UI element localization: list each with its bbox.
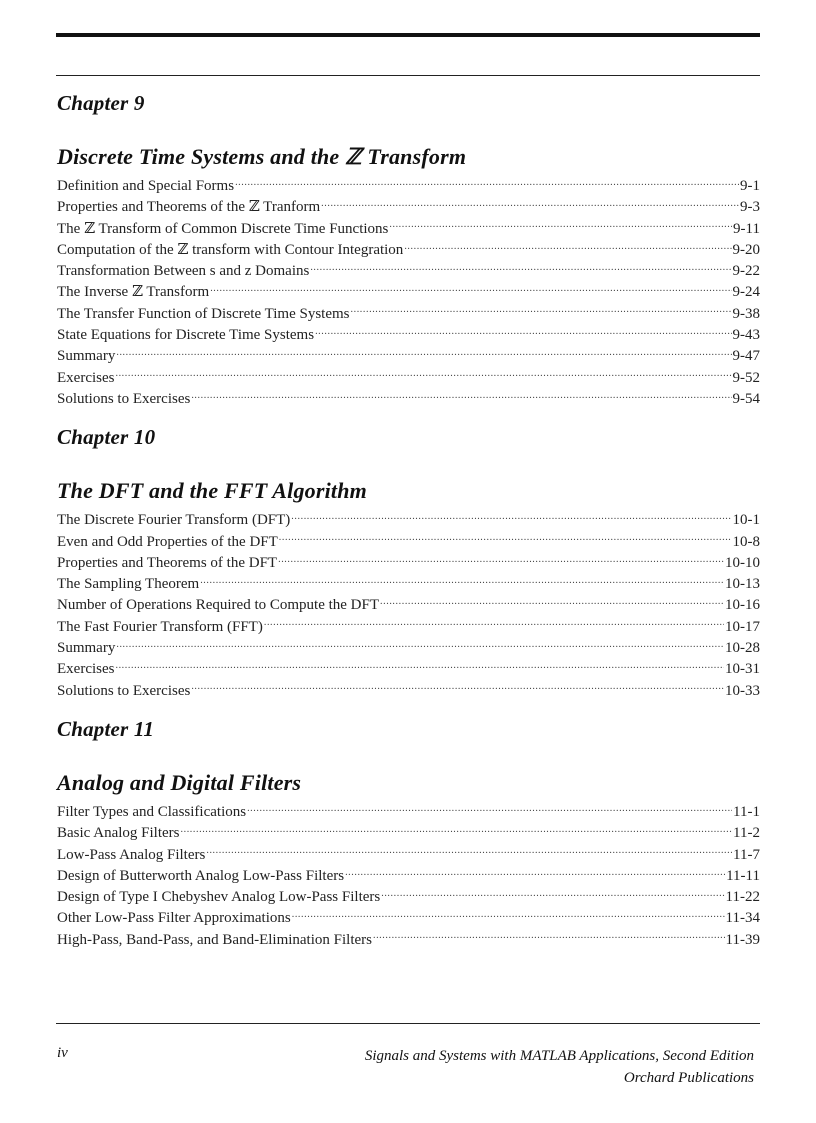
toc-entry-text: Design of Butterworth Analog Low-Pass Filters [57, 867, 345, 884]
page-number: iv [57, 1045, 68, 1061]
dot-leader [247, 801, 732, 816]
toc-entry-text: Exercises [57, 661, 115, 678]
toc-entry-page: 10-17 [725, 618, 760, 635]
toc-entry[interactable] [57, 281, 760, 302]
chapter-9-section [57, 90, 760, 409]
toc-entry[interactable] [57, 865, 760, 886]
toc-entry-page: 11-34 [725, 910, 760, 927]
toc-entry-text: Design of Type I Chebyshev Analog Low-Pass Filters [57, 889, 381, 906]
toc-entry-text: Solutions to Exercises [57, 682, 191, 699]
book-title: Signals and Systems with MATLAB Applications, Second Edition [364, 1048, 754, 1064]
toc-entry-page: 11-1 [733, 803, 760, 820]
dot-leader [380, 594, 724, 609]
toc-entry[interactable] [57, 196, 760, 217]
toc-entry-page: 9-24 [732, 284, 760, 301]
chapter-title: Analog and Digital Filters [57, 769, 302, 795]
toc-entry[interactable] [57, 218, 760, 239]
toc-entry-text: Summary [57, 348, 116, 365]
publisher-name: Orchard Publications [623, 1070, 754, 1086]
footer-credits [365, 1045, 754, 1089]
dot-leader [264, 616, 724, 631]
dot-leader [321, 196, 739, 211]
toc-entry-page: 11-11 [726, 867, 760, 884]
toc-entry-text: State Equations for Discrete Time Systems [57, 327, 315, 344]
toc-entry[interactable] [57, 175, 760, 196]
chapter-title: The DFT and the FFT Algorithm [57, 478, 367, 504]
toc-entry[interactable] [57, 260, 760, 281]
toc-entry[interactable] [57, 367, 760, 388]
toc-entry-page: 10-10 [725, 554, 760, 571]
toc-entry-page: 9-38 [732, 305, 760, 322]
dot-leader [278, 552, 724, 567]
toc-list [57, 801, 760, 950]
toc-entry-page: 9-22 [732, 263, 760, 280]
toc-entry-page: 9-20 [732, 241, 760, 258]
dot-leader [200, 573, 724, 588]
toc-entry-text: Transformation Between s and z Domains [57, 263, 310, 280]
dot-leader [210, 281, 731, 296]
toc-entry[interactable] [57, 616, 760, 637]
toc-entry-text: Computation of the ℤ transform with Contour Integration [57, 241, 404, 258]
dot-leader [115, 367, 731, 382]
toc-entry[interactable] [57, 844, 760, 865]
toc-entry-page: 9-43 [732, 327, 760, 344]
toc-entry[interactable] [57, 594, 760, 615]
toc-entry[interactable] [57, 531, 760, 552]
toc-entry[interactable] [57, 801, 760, 822]
toc-entry[interactable] [57, 573, 760, 594]
dot-leader [292, 907, 725, 922]
dot-leader [351, 303, 732, 318]
toc-entry-text: Definition and Special Forms [57, 178, 235, 194]
toc-entry[interactable] [57, 324, 760, 345]
footer-divider [56, 1023, 760, 1024]
toc-entry[interactable] [57, 388, 760, 409]
toc-entry-text: Number of Operations Required to Compute the DFT [57, 597, 380, 614]
toc-entry-text: Solutions to Exercises [57, 390, 191, 407]
toc-entry[interactable] [57, 907, 760, 928]
chapter-label: Chapter 9 [57, 91, 145, 115]
header-rule [56, 33, 760, 37]
dot-leader [181, 822, 733, 837]
toc-entry[interactable] [57, 680, 760, 701]
toc-entry-text: Basic Analog Filters [57, 825, 180, 842]
toc-entry-page: 11-39 [725, 931, 760, 948]
chapter-label: Chapter 10 [57, 425, 156, 450]
toc-entry-text: The Inverse ℤ Transform [57, 284, 210, 301]
toc-entry[interactable] [57, 637, 760, 658]
dot-leader [191, 388, 731, 403]
dot-leader [389, 218, 732, 233]
toc-entry[interactable] [57, 552, 760, 573]
toc-entry-text: Summary [57, 640, 116, 657]
toc-entry-page: 9-52 [732, 369, 760, 386]
toc-content [57, 90, 760, 950]
toc-entry[interactable] [57, 509, 760, 530]
dot-leader [235, 175, 739, 190]
toc-entry-text: Filter Types and Classifications [57, 803, 247, 820]
toc-entry[interactable] [57, 239, 760, 260]
toc-entry[interactable] [57, 303, 760, 324]
toc-entry-text: Low-Pass Analog Filters [57, 846, 206, 863]
toc-entry-text: Exercises [57, 369, 115, 386]
dot-leader [345, 865, 725, 880]
toc-list [57, 175, 760, 409]
toc-entry-text: High-Pass, Band-Pass, and Band-Elimination Filters [57, 931, 372, 948]
toc-entry-page: 9-54 [732, 390, 760, 407]
toc-entry-page: 9-11 [733, 220, 760, 237]
toc-entry[interactable] [57, 929, 760, 950]
dot-leader [115, 658, 724, 673]
toc-entry-page: 11-2 [733, 825, 760, 842]
dot-leader [315, 324, 731, 339]
toc-entry[interactable] [57, 345, 760, 366]
toc-entry-page: 11-7 [733, 846, 760, 863]
dot-leader [116, 345, 731, 360]
toc-entry[interactable] [57, 886, 760, 907]
dot-leader [279, 531, 732, 546]
toc-entry-text: Properties and Theorems of the DFT [57, 554, 278, 571]
toc-entry[interactable] [57, 658, 760, 679]
toc-entry-page: 10-13 [725, 576, 760, 593]
toc-entry-text: The Fast Fourier Transform (FFT) [57, 618, 263, 635]
toc-entry-text: Even and Odd Properties of the DFT [57, 533, 278, 550]
toc-entry-page: 10-31 [725, 661, 760, 678]
dot-leader [310, 260, 731, 275]
toc-entry-text: Other Low-Pass Filter Approximations [57, 910, 291, 927]
chapter-label: Chapter 11 [57, 716, 155, 741]
toc-entry-page: 10-16 [725, 597, 760, 614]
chapter-10-section [57, 424, 760, 701]
toc-entry-page: 9-3 [740, 199, 760, 216]
toc-entry-text: The Transfer Function of Discrete Time Systems [57, 305, 350, 322]
toc-entry-page: 9-47 [732, 348, 760, 365]
dot-leader [291, 509, 731, 524]
header-divider [56, 75, 760, 76]
toc-entry-text: The Discrete Fourier Transform (DFT) [57, 512, 291, 529]
chapter-11-section [57, 716, 760, 950]
dot-leader [373, 929, 725, 944]
toc-entry-text: Properties and Theorems of the ℤ Tranform [57, 199, 321, 216]
dot-leader [381, 886, 724, 901]
toc-entry-page: 10-33 [725, 682, 760, 699]
toc-entry-page: 10-28 [725, 640, 760, 657]
toc-entry-page: 10-1 [732, 512, 760, 529]
toc-entry[interactable] [57, 822, 760, 843]
dot-leader [191, 680, 724, 695]
toc-list [57, 509, 760, 701]
toc-entry-page: 10-8 [732, 533, 760, 550]
toc-entry-text: The ℤ Transform of Common Discrete Time Functions [57, 220, 389, 237]
chapter-title: Discrete Time Systems and the ℤ Transform [57, 144, 467, 169]
dot-leader [206, 844, 732, 859]
header-rule-accent [318, 33, 408, 35]
toc-entry-text: The Sampling Theorem [57, 576, 200, 593]
dot-leader [404, 239, 731, 254]
dot-leader [116, 637, 724, 652]
toc-entry-page: 11-22 [725, 889, 760, 906]
toc-entry-page: 9-1 [740, 178, 760, 194]
